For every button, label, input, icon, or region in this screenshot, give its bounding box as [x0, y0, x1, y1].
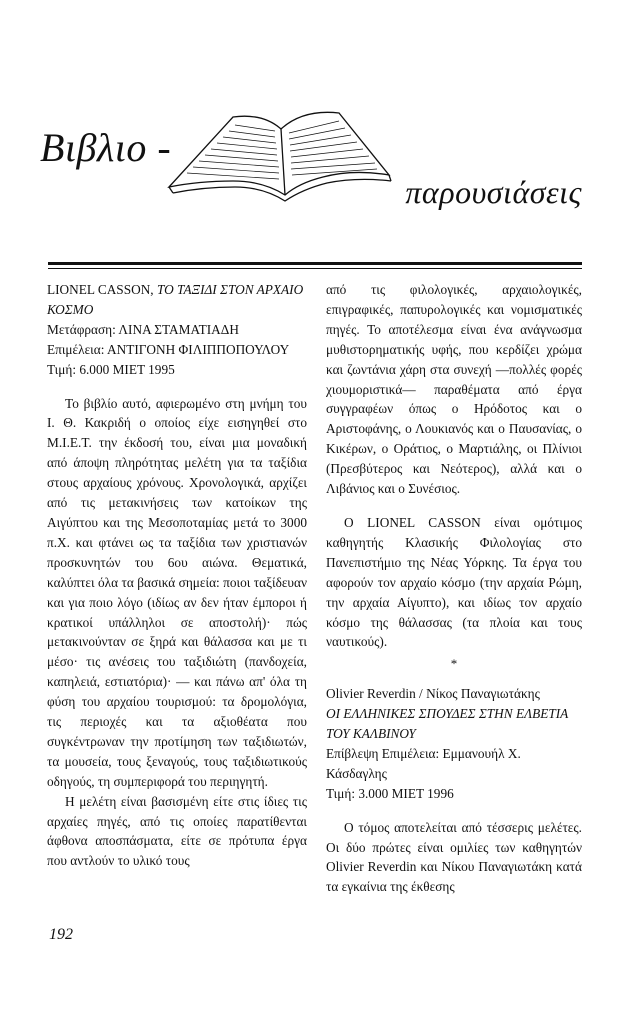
- review2-book-title: ΟΙ ΕΛΛΗΝΙΚΕΣ ΣΠΟΥΔΕΣ ΣΤΗΝ ΕΛΒΕΤΙΑ ΤΟΥ ΚΑΛΒΙΝΟΥ: [326, 706, 569, 742]
- header-word-biblio: Βιβλιο -: [40, 125, 172, 170]
- header-rule-thin: [48, 268, 582, 269]
- review2-price: Τιμή: 3.000 ΜΙΕΤ 1996: [326, 785, 454, 801]
- review1-book-title: ΤΟ ΤΑΞΙΔΙ ΣΤΟΝ ΑΡΧΑΙΟ ΚΟΣΜΟ: [47, 282, 304, 317]
- section-separator: *: [450, 656, 458, 672]
- review2-paragraph-1: Ο τόμος αποτελείται από τέσσερις μελέτες. Οι δύο πρώτες είναι ομιλίες των καθηγητών Olivier Reverdin και Νίκου Παναγιωτάκη κατά τα εγκαίνια της έκθεσης: [326, 819, 582, 895]
- review1-translation: Μετάφραση: ΛΙΝΑ ΣΤΑΜΑΤΙΑΔΗ: [47, 321, 239, 337]
- review1-author: LIONEL CASSON,: [47, 282, 154, 297]
- review1-paragraph-4: Ο LIONEL CASSON είναι ομότιμος καθηγητής Κλασικής Φιλολογίας στο Πανεπιστήμιο της Νέας Υόρκης. Τα έργα του αφορούν τον αρχαίο κόσμο (την αρχαία Ρώμη, την αρχαία Αίγυπτο), και ιδίως τον αρχαίο κόσμο της θάλασσας (τα πλοία και τους ναυτικούς).: [326, 514, 582, 650]
- review1-heading: [47, 280, 307, 320]
- review1-paragraph-2: Η μελέτη είναι βασισμένη είτε στις ίδιες τις αρχαίες πηγές, από τις οποίες παρατίθενται άφθονα αποσπάσματα, είτε σε πρότυπα έργα που αντλούν το υλικό τους: [47, 793, 307, 869]
- review1-paragraph-3: από τις φιλολογικές, αρχαιολογικές, επιγραφικές, παπυρολογικές και νομισματικές πηγές. Το αποτέλεσμα είναι ένα ανάγνωσμα μυθιστορηματικής υφής, που κερδίζει χρώμα και ζωντάνια χάρη στα συνεχή —πολλές φορές χιουμοριστικά— παραθέματα από έργα συγγραφέων όπως ο Ηρόδοτος και ο Αριστοφάνης, ο Λουκιανός και ο Παυσανίας, ο Κικέρων, ο Οράτιος, ο Μαρτιάλης, οι Πλίνιοι (Πρεσβύτερος και Νεότερος), αλλά και ο Λιβάνιος και ο Συνέσιος.: [326, 282, 582, 497]
- review1-price: Τιμή: 6.000 ΜΙΕΤ 1995: [47, 361, 175, 377]
- open-book-icon: [163, 103, 395, 203]
- right-column: [326, 280, 582, 897]
- review2-supervision: Επίβλεψη Επιμέλεια: Εμμανουήλ Χ. Κάσδαγλης: [326, 745, 521, 781]
- header-word-parousiaseis: παρουσιάσεις: [405, 174, 582, 210]
- review1-paragraph-1: Το βιβλίο αυτό, αφιερωμένο στη μνήμη του Ι. Θ. Κακριδή ο οποίος είχε εισηγηθεί στο Μ.Ι.Ε.Τ. την έκδοσή του, είναι μια μοναδική από άποψη πληρότητας μελέτη για τα ταξίδια στους αρχαίους χρόνους. Χρονολογικά, αρχίζει από τις μετακινήσεις των κατοίκων της Αιγύπτου και της Μεσοποταμίας μετά το 3000 π.Χ. και φτάνει ως τα ταξίδια των χριστιανών προσκυνητών του 6ου αιώνα. Θεματικά, καλύπτει όλα τα βασικά σημεία: ποιοι ταξίδευαν και για ποιο λόγο (ιδίως αν δεν ήταν έμποροι ή κρατικοί υπάλληλοι σε αποστολή)· πώς μετακινούνταν σε ξηρά και θάλασσα και με τι μέσο· τις ανέσεις του ταξιδιώτη (πανδοχεία, καπηλειά, εστιατόρια)· — και πάνω απ' όλα τη φύση του αρχαίου τουρισμού: τα δρομολόγια, τις περιοχές και τα αξιοθέατα που συγκέντρωναν την προτίμηση των ταξιδιωτών, τα μουσεία, τους ξεναγούς, τους ταξιδιωτικούς οδηγούς, τη συμπεριφορά του περιηγητή.: [47, 395, 307, 789]
- review1-editing: Επιμέλεια: ΑΝΤΙΓΟΝΗ ΦΙΛΙΠΠΟΠΟΥΛΟΥ: [47, 341, 290, 357]
- left-column: [47, 280, 307, 871]
- review2-authors: Olivier Reverdin / Νίκος Παναγιωτάκης: [326, 686, 540, 702]
- page-number: 192: [49, 926, 73, 943]
- header-rule-thick: [48, 262, 582, 265]
